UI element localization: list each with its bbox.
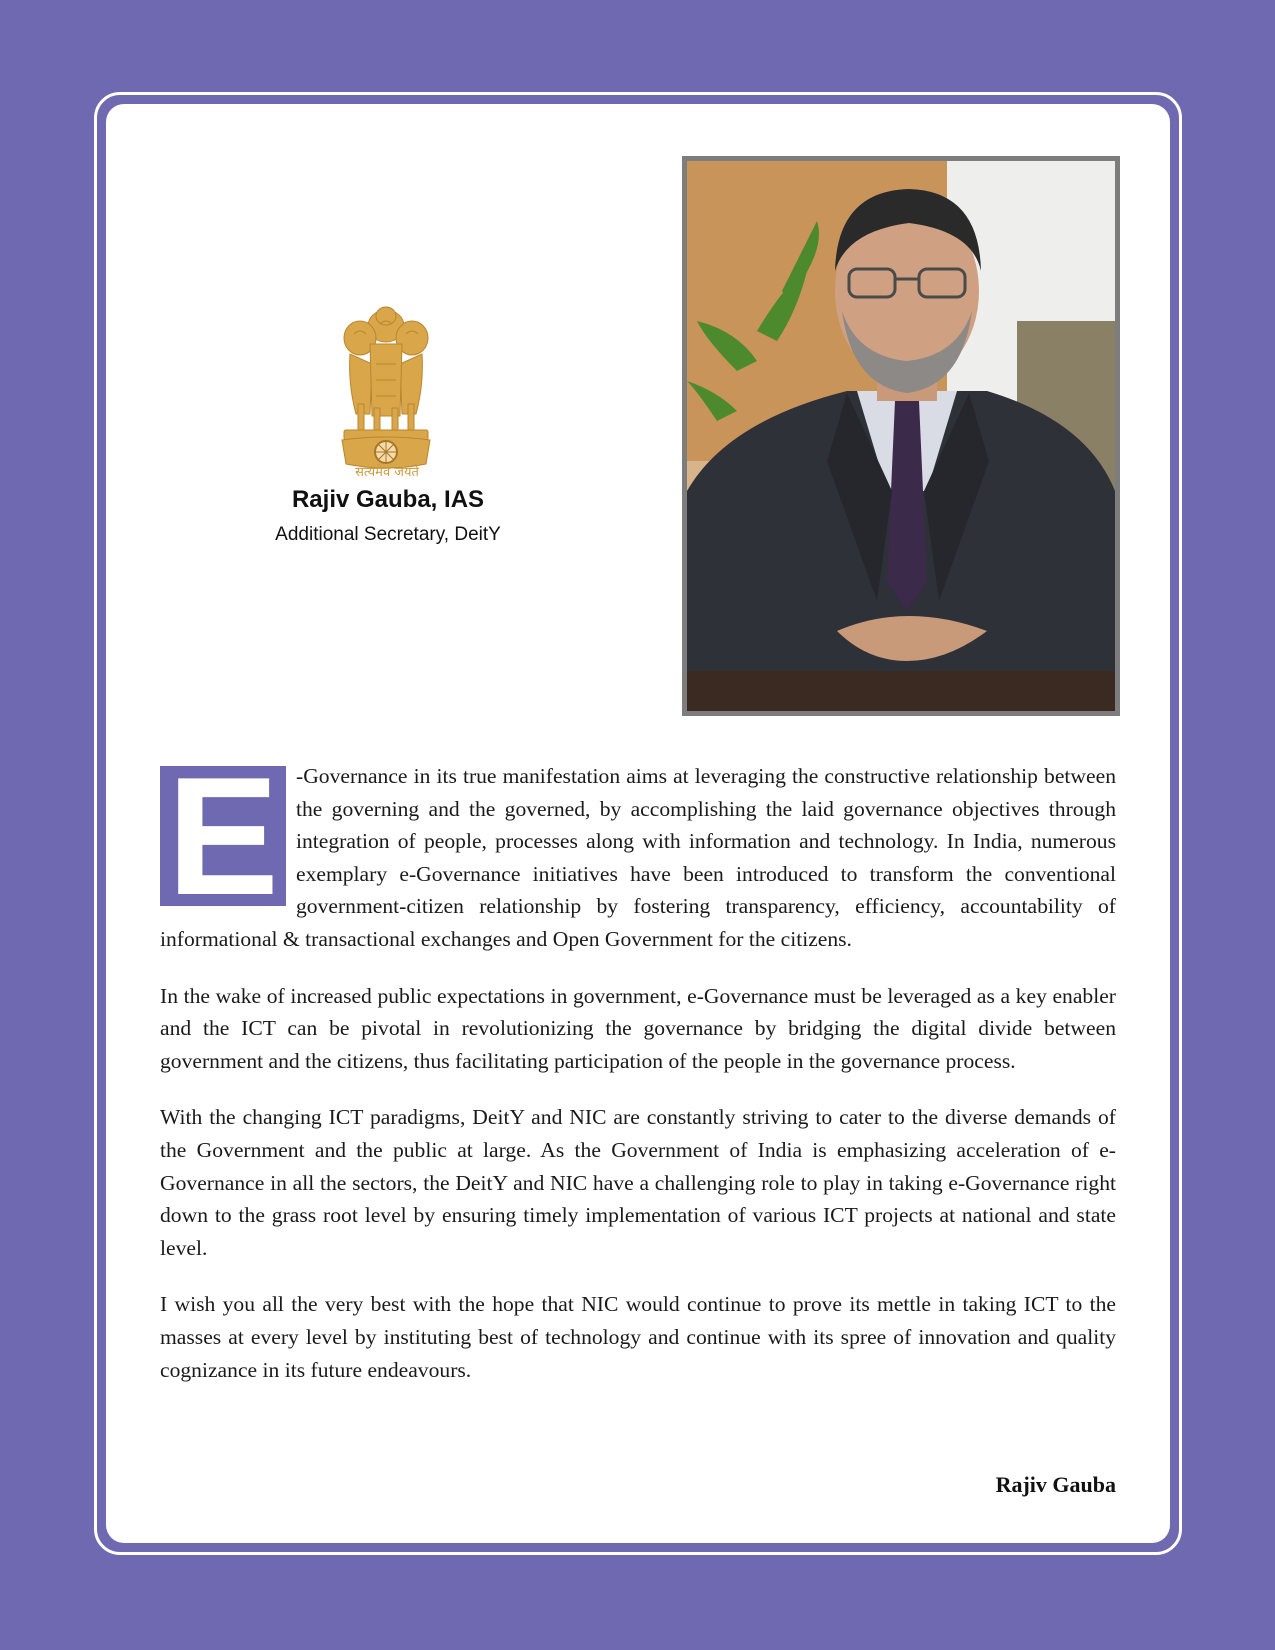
emblem-motto: सत्यमेव जयते bbox=[355, 465, 419, 480]
dropcap-letter: E bbox=[166, 742, 280, 930]
dropcap-box bbox=[160, 742, 286, 930]
message-paragraph-2: In the wake of increased public expectations in government, e-Governance must be leveraged as a key enabler and the ICT can be pivotal in revolutionizing the governance by bridging the digital divide between government and the citizens, thus facilitating participation of the people in the governance process. bbox=[160, 983, 1116, 1073]
portrait-photo bbox=[682, 156, 1120, 716]
official-name-title: Rajiv Gauba, IAS bbox=[291, 486, 485, 513]
message-paragraph-4: I wish you all the very best with the hope that NIC would continue to prove its mettle in taking ICT to the masses at every level by instituting best of technology and continue with its spree of innovation and quality cognizance in its future endeavours. bbox=[160, 1292, 1116, 1382]
message-paragraph-3: With the changing ICT paradigms, DeitY and NIC are constantly striving to cater to the diverse demands of the Government and the public at large. As the Government of India is emphasizing acceleration of e-Governance in all the sectors, the DeitY and NIC have a challenging role to play in taking e-Governance right down to the grass root level by ensuring timely implementation of various ICT projects at national and state level. bbox=[160, 1105, 1116, 1260]
message-body bbox=[160, 742, 1116, 1410]
official-designation: Additional Secretary, DeitY bbox=[275, 524, 501, 545]
national-emblem-icon bbox=[330, 304, 442, 482]
message-paragraph-1: -Governance in its true manifestation aims at leveraging the constructive relationship between the governing and the governed, by accomplishing the laid governance objectives through integration of people, processes along with information and technology. In India, numerous exemplary e-Governance initiatives have been introduced to transform the conventional government-citizen relationship by fostering transparency, efficiency, accountability of informational & transactional exchanges and Open Government for the citizens. bbox=[160, 764, 1116, 951]
signature-name: Rajiv Gauba bbox=[995, 1472, 1116, 1497]
portrait-photo-icon bbox=[687, 161, 1115, 711]
